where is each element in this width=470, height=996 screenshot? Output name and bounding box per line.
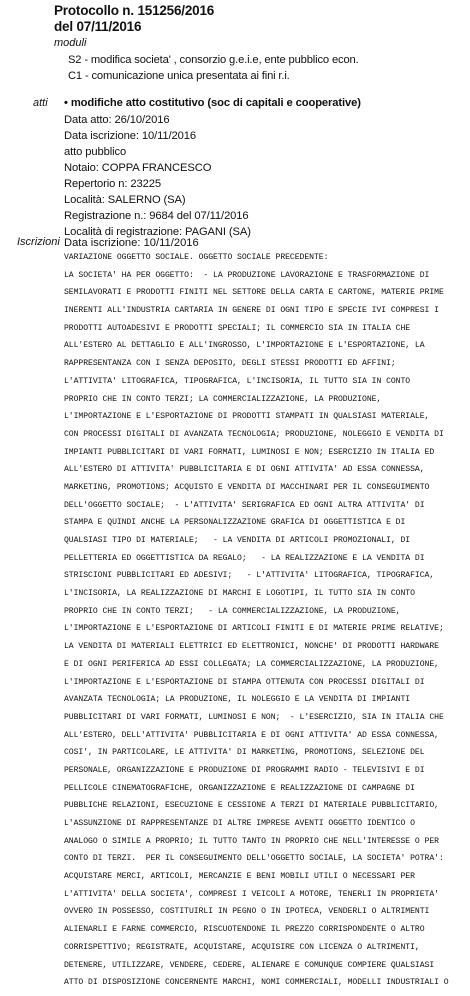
iscrizione-text-line: CONTO DI TERZI. PER IL CONSEGUIMENTO DELL'OGGETTO SOCIALE, LA SOCIETA' POTRA':	[64, 854, 444, 864]
module-item: C1 - comunicazione unica presentata ai fini r.i.	[68, 70, 290, 82]
iscrizione-text-line: IMPIANTI PUBBLICITARI DI VARI FORMATI, LUMINOSI E NON; ESERCIZIO IN ITALIA ED	[64, 447, 435, 457]
iscrizione-text-line: L'IMPORTAZIONE E L'ESPORTAZIONE DI STAMPA OTTENUTA CON PROCESSI DIGITALI DI	[64, 677, 425, 687]
iscrizione-text-line: PUBBLICHE RELAZIONI, ESECUZIONE E CESSIONE A TERZI DI MATERIALE PUBBLICITARIO,	[64, 801, 439, 811]
iscrizione-text-line: COSI', IN PARTICOLARE, LE ATTIVITA' DI MARKETING, PROMOTIONS, SELEZIONE DEL	[64, 748, 425, 758]
atto-form: atto pubblico	[64, 146, 127, 158]
iscrizione-text-line: ATTO DI DISPOSIZIONE CONCERNENTE MARCHI, NOMI COMMERCIALI, MODELLI INDUSTRIALI O	[64, 978, 449, 988]
iscrizione-text-line: PRODOTTI AUTOADESIVI E PRODOTTI SPECIALI; IL COMMERCIO SIA IN ITALIA CHE	[64, 323, 411, 333]
iscrizione-text-line: L'IMPORTAZIONE E L'ESPORTAZIONE DI PRODOTTI STAMPATI IN QUALSIASI MATERIALE,	[64, 412, 430, 422]
iscrizione-text-line: CORRISPETTIVO; REGISTRATE, ACQUISTARE, ACQUISIRE CON LICENZA O ALTRIMENTI,	[64, 942, 420, 952]
iscrizione-text-line: L'ASSUNZIONE DI RAPPRESENTANZE DI ALTRE IMPRESE AVENTI OGGETTO IDENTICO O	[64, 819, 415, 828]
iscrizione-text-line: ALIENARLI E FARNE COMMERCIO, RISCUOTENDONE IL PREZZO CORRISPONDENTE O ALTRO	[64, 925, 425, 935]
iscrizione-text-line: L'ATTIVITA' DELLA SOCIETA', COMPRESI I VEICOLI A MOTORE, TENERLI IN PROPRIETA'	[64, 889, 439, 899]
iscrizione-text-line: VARIAZIONE OGGETTO SOCIALE. OGGETTO SOCIALE PRECEDENTE:	[64, 253, 329, 262]
iscrizione-text-line: PELLETTERIA ED OGGETTISTICA DA REGALO; - LA REALIZZAZIONE E LA VENDITA DI	[64, 553, 425, 563]
iscrizione-text-line: LA VENDITA DI MATERIALI ELETTRICI ED ELETTRONICI, NONCHE' DI PRODOTTI HARDWARE	[64, 642, 439, 652]
iscrizione-text-line: ANALOGO O SIMILE A PROPRIO; IL TUTTO TANTO IN PROPRIO CHE NELL'INTERESSE O PER	[64, 836, 439, 846]
iscrizione-text-line: MARKETING, PROMOTIONS; ACQUISTO E VENDITA DI MACCHINARI PER IL CONSEGUIMENTO	[64, 482, 430, 492]
iscrizione-date: Data iscrizione: 10/11/2016	[64, 237, 199, 249]
atto-date: Data atto: 26/10/2016	[64, 114, 170, 126]
iscrizione-text-line: INERENTI ALL'INDUSTRIA CARTARIA IN GENERE DI OGNI TIPO E SPECIE IVI COMPRESI I	[64, 306, 439, 316]
iscrizione-text-line: L'ATTIVITA' LITOGRAFICA, TIPOGRAFICA, L'INCISORIA, IL TUTTO SIA IN CONTO	[64, 376, 411, 386]
iscrizione-text-line: DETENERE, UTILIZZARE, VENDERE, CEDERE, ALIENARE E COMUNQUE COMPIERE QUALSIASI	[64, 960, 435, 970]
iscrizione-text-line: PROPRIO CHE IN CONTO TERZI; LA COMMERCIALIZZAZIONE, LA PRODUZIONE,	[64, 394, 382, 404]
iscrizioni-label: Iscrizioni	[17, 236, 60, 248]
atto-location: Località: SALERNO (SA)	[64, 194, 186, 206]
protocol-date: del 07/11/2016	[54, 19, 142, 34]
iscrizione-text-line: L'INCISORIA, LA REALIZZAZIONE DI MARCHI E LOGOTIPI, IL TUTTO SIA IN CONTO	[64, 589, 415, 599]
iscrizione-text-line: CON PROCESSI DIGITALI DI AVANZATA TECNOLOGIA; PRODUZIONE, NOLEGGIO E VENDITA DI	[64, 429, 444, 439]
iscrizione-text-line: ALL'ESTERO DI ATTIVITA' PUBBLICITARIA E DI OGNI ATTIVITA' AD ESSA CONNESSA,	[64, 465, 425, 475]
atto-type: • modifiche atto costitutivo (soc di capitali e cooperative)	[64, 97, 361, 109]
atto-registration-date: Data iscrizione: 10/11/2016	[64, 130, 197, 142]
atto-notary: Notaio: COPPA FRANCESCO	[64, 162, 212, 174]
iscrizione-text-line: SEMILAVORATI E PRODOTTI FINITI NEL SETTORE DELLA CARTA E CARTONE, MATERIE PRIME	[64, 288, 444, 298]
atto-registration-location: Località di registrazione: PAGANI (SA)	[64, 226, 251, 238]
iscrizione-text-line: ALL'ESTERO, DELL'ATTIVITA' PUBBLICITARIA E DI OGNI ATTIVITA' AD ESSA CONNESSA,	[64, 730, 439, 740]
moduli-label: moduli	[54, 37, 87, 49]
iscrizione-text-line: QUALSIASI TIPO DI MATERIALE; - LA VENDITA DI ARTICOLI PROMOZIONALI, DI	[64, 536, 411, 545]
iscrizione-text-line: STRISCIONI PUBBLICITARI ED ADESIVI; - L'ATTIVITA' LITOGRAFICA, TIPOGRAFICA,	[64, 571, 435, 581]
iscrizione-text-line: STAMPA E QUINDI ANCHE LA PERSONALIZZAZIONE GRAFICA DI OGGETTISTICA E DI	[64, 518, 406, 528]
protocol-title: Protocollo n. 151256/2016	[54, 3, 215, 18]
iscrizione-text-line: AVANZATA TECNOLOGIA; LA PRODUZIONE, IL NOLEGGIO E LA VENDITA DI IMPIANTI	[64, 695, 411, 705]
atto-repertory: Repertorio n: 23225	[64, 178, 161, 190]
iscrizione-text	[64, 253, 470, 996]
iscrizione-text-line: PROPRIO CHE IN CONTO TERZI; - LA COMMERCIALIZZAZIONE, LA PRODUZIONE,	[64, 606, 401, 616]
iscrizione-text-line: OVVERO IN POSSESSO, COSTITUIRLI IN PEGNO O IN IPOTECA, VENDERLI O ALTRIMENTI	[64, 907, 430, 917]
iscrizione-text-line: PUBBLICITARI DI VARI FORMATI, LUMINOSI E NON; - L'ESERCIZIO, SIA IN ITALIA CHE	[64, 712, 444, 722]
iscrizione-text-line: LA SOCIETA' HA PER OGGETTO: - LA PRODUZIONE LAVORAZIONE E TRASFORMAZIONE DI	[64, 270, 430, 280]
iscrizione-text-line: L'IMPORTAZIONE E L'ESPORTAZIONE DI ARTICOLI FINITI E DI MATERIE PRIME RELATIVE;	[64, 624, 444, 634]
iscrizione-text-line: ACQUISTARE MERCI, ARTICOLI, MERCANZIE E BENI MOBILI UTILI O NECESSARI PER	[64, 872, 415, 882]
iscrizione-text-line: RAPPRESENTANZA CON I SENZA DEPOSITO, DEGLI STESSI PRODOTTI ED AFFINI;	[64, 359, 396, 369]
iscrizione-text-line: PELLICOLE CINEMATOGRAFICHE, ORGANIZZAZIONE E REALIZZAZIONE DI CAMPAGNE DI	[64, 783, 415, 793]
atti-label: atti	[33, 97, 48, 109]
iscrizione-text-line: DELL'OGGETTO SOCIALE; - L'ATTIVITA' SERIGRAFICA ED OGNI ALTRA ATTIVITA' DI	[64, 500, 425, 510]
iscrizione-text-line: E DI OGNI PERIFERICA AD ESSI COLLEGATA; LA COMMERCIALIZZAZIONE, LA PRODUZIONE,	[64, 659, 439, 669]
iscrizione-text-line: PERSONALE, ORGANIZZAZIONE E PRODUZIONE DI PROGRAMMI RADIO - TELEVISIVI E DI	[64, 765, 425, 775]
atto-registration: Registrazione n.: 9684 del 07/11/2016	[64, 210, 249, 222]
module-item: S2 - modifica societa' , consorzio g.e.i.e, ente pubblico econ.	[68, 54, 359, 66]
iscrizione-text-line: ALL'ESTERO AL DETTAGLIO E ALL'INGROSSO, L'IMPORTAZIONE E L'ESPORTAZIONE, LA	[64, 341, 425, 351]
